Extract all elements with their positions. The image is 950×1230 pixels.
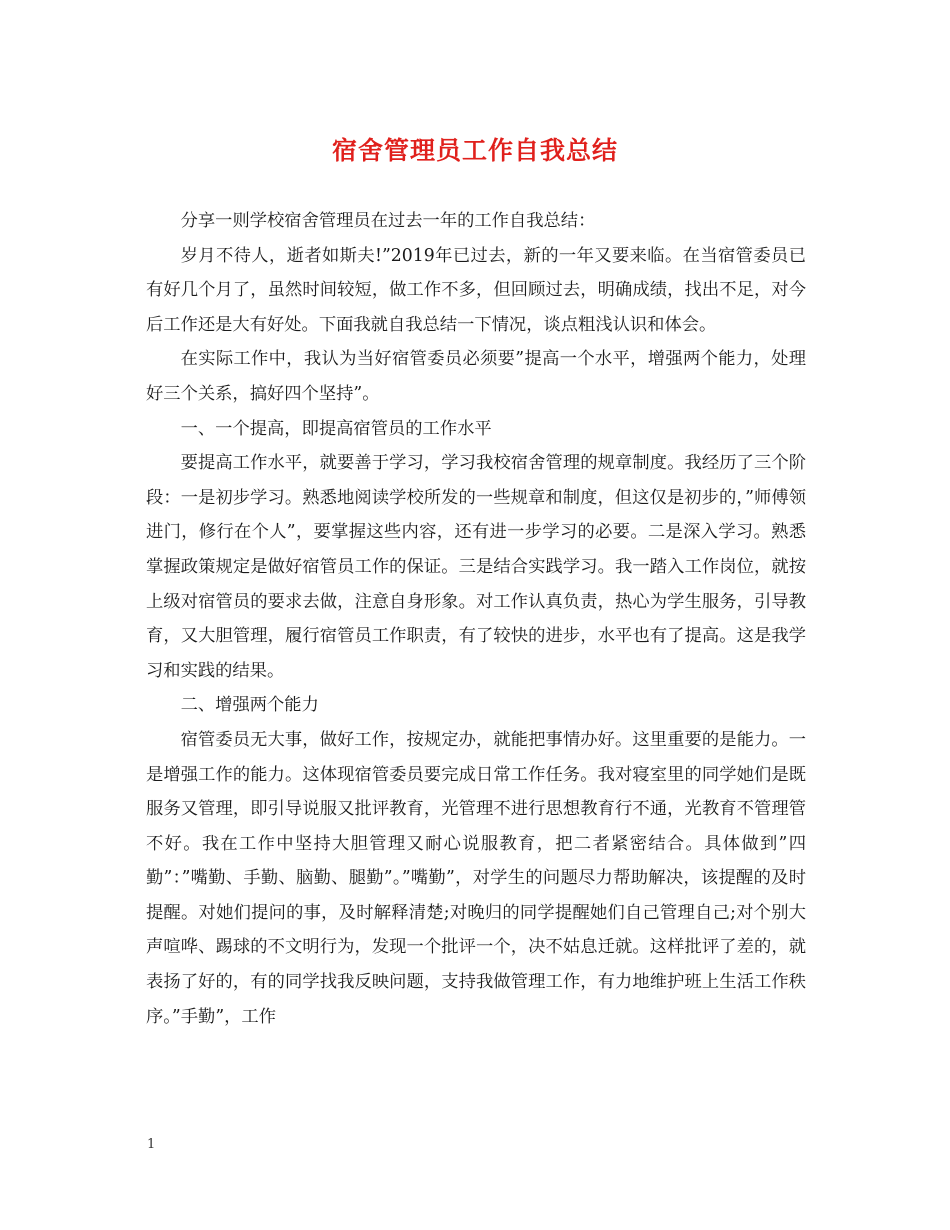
paragraph-opening: 岁月不待人，逝者如斯夫!”2019年已过去，新的一年又要来临。在当宿管委员已有好几个月了，虽然时间较短，做工作不多，但回顾过去，明确成绩，找出不足，对今后工作还是大有好处。下面我就自我总结一下情况，谈点粗浅认识和体会。 [146,245,806,335]
document-title: 宿舍管理员工作自我总结 [331,136,618,165]
page-number: 1 [147,1137,156,1152]
section-heading-2: 二、增强两个能力 [180,695,319,716]
paragraph-overview: 在实际工作中，我认为当好宿管委员必须要”提高一个水平，增强两个能力，处理好三个关系，搞好四个坚持”。 [146,349,806,404]
section-heading-1: 一、一个提高，即提高宿管员的工作水平 [180,418,492,439]
paragraph-intro: 分享一则学校宿舍管理员在过去一年的工作自我总结： [180,211,596,231]
paragraph-section-2: 宿管委员无大事，做好工作，按规定办，就能把事情办好。这里重要的是能力。一是增强工作的能力。这体现宿管委员要完成日常工作任务。我对寝室里的同学她们是既服务又管理，即引导说服又批评教育，光管理不进行思想教育行不通，光教育不管理管不好。我在工作中坚持大胆管理又耐心说服教育，把二者紧密结合。具体做到”四勤”：”嘴勤、手勤、脑勤、腿勤”。”嘴勤”，对学生的问题尽力帮助解决，该提醒的及时提醒。对她们提问的事，及时解释清楚;对晚归的同学提醒她们自己管理自己;对个别大声喧哗、踢球的不文明行为，发现一个批评一个，决不姑息迁就。这样批评了差的，就表扬了好的，有的同学找我反映问题，支持我做管理工作，有力地维护班上生活工作秩序。”手勤”，工作 [146,729,806,1027]
paragraph-section-1: 要提高工作水平，就要善于学习，学习我校宿舍管理的规章制度。我经历了三个阶段：一是初步学习。熟悉地阅读学校所发的一些规章和制度，但这仅是初步的，”师傅领进门，修行在个人”，要掌握这些内容，还有进一步学习的必要。二是深入学习。熟悉掌握政策规定是做好宿管员工作的保证。三是结合实践学习。我一踏入工作岗位，就按上级对宿管员的要求去做，注意自身形象。对工作认真负责，热心为学生服务，引导教育，又大胆管理，履行宿管员工作职责，有了较快的进步，水平也有了提高。这是我学习和实践的结果。 [146,453,806,681]
document-body [146,204,806,1034]
